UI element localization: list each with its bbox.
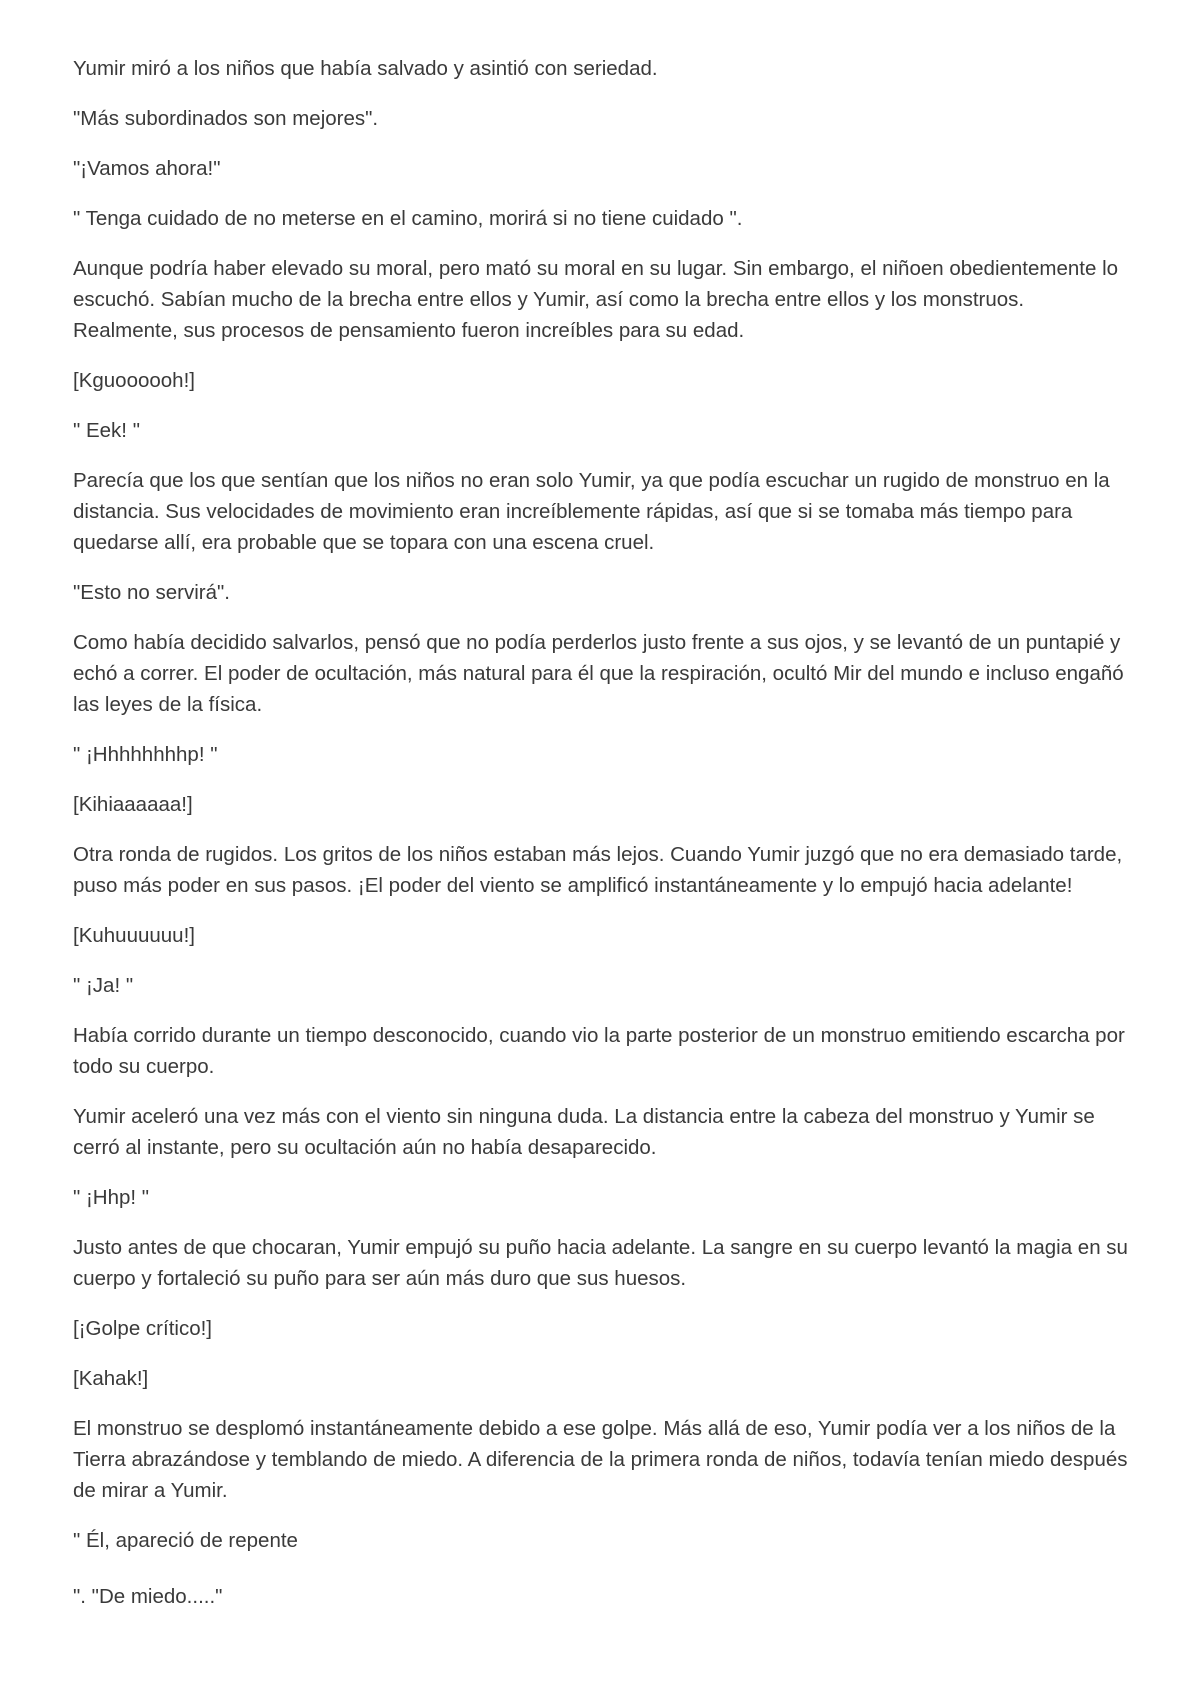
paragraph: [Kihiaaaaaa!] (73, 793, 193, 816)
paragraph: Como había decidido salvarlos, pensó que no podía perderlos justo frente a sus ojos, y se levantó de un puntapié y echó a correr. El poder de ocultación, más natural para él que la respiración, ocultó Mir del mundo e incluso engañó las leyes de la física. (73, 631, 1124, 716)
paragraph: [Kuhuuuuuu!] (73, 924, 195, 947)
paragraph: "Esto no servirá". (73, 581, 230, 604)
paragraph: ". "De miedo....." (73, 1585, 223, 1608)
paragraph: Aunque podría haber elevado su moral, pero mató su moral en su lugar. Sin embargo, el niñoen obedientemente lo escuchó. Sabían mucho de la brecha entre ellos y Yumir, así como la brecha entre ellos y los monstruos. Realmente, sus procesos de pensamiento fueron increíbles para su edad. (73, 257, 1119, 342)
paragraph: Parecía que los que sentían que los niños no eran solo Yumir, ya que podía escuchar un rugido de monstruo en la distancia. Sus velocidades de movimiento eran increíblemente rápidas, así que si se tomaba más tiempo para quedarse allí, era probable que se topara con una escena cruel. (73, 469, 1110, 554)
paragraph: " Tenga cuidado de no meterse en el camino, morirá si no tiene cuidado ". (73, 207, 743, 230)
paragraph: Yumir miró a los niños que había salvado y asintió con seriedad. (73, 57, 658, 80)
paragraph: Justo antes de que chocaran, Yumir empujó su puño hacia adelante. La sangre en su cuerpo levantó la magia en su cuerpo y fortaleció su puño para ser aún más duro que sus huesos. (73, 1236, 1128, 1290)
paragraph: [Kguoooooh!] (73, 369, 195, 392)
paragraph: Yumir aceleró una vez más con el viento sin ninguna duda. La distancia entre la cabeza del monstruo y Yumir se cerró al instante, pero su ocultación aún no había desaparecido. (73, 1105, 1095, 1159)
paragraph: " ¡Hhhhhhhhp! " (73, 743, 218, 766)
paragraph: " ¡Ja! " (73, 974, 134, 997)
paragraph: " Él, apareció de repente (73, 1529, 298, 1552)
paragraph: Otra ronda de rugidos. Los gritos de los niños estaban más lejos. Cuando Yumir juzgó que no era demasiado tarde, puso más poder en sus pasos. ¡El poder del viento se amplificó instantáneamente y lo empujó hacia adelante! (73, 843, 1123, 897)
paragraph: El monstruo se desplomó instantáneamente debido a ese golpe. Más allá de eso, Yumir podía ver a los niños de la Tierra abrazándose y temblando de miedo. A diferencia de la primera ronda de niños, todavía tenían miedo después de mirar a Yumir. (73, 1417, 1128, 1502)
paragraph: "Más subordinados son mejores". (73, 107, 379, 130)
paragraph: " Eek! " (73, 419, 140, 442)
paragraph: [Kahak!] (73, 1367, 149, 1390)
paragraph: [¡Golpe crítico!] (73, 1317, 212, 1340)
paragraph: "¡Vamos ahora!" (73, 157, 221, 180)
paragraph: Había corrido durante un tiempo desconocido, cuando vio la parte posterior de un monstruo emitiendo escarcha por todo su cuerpo. (73, 1024, 1125, 1078)
paragraph: " ¡Hhp! " (73, 1186, 150, 1209)
